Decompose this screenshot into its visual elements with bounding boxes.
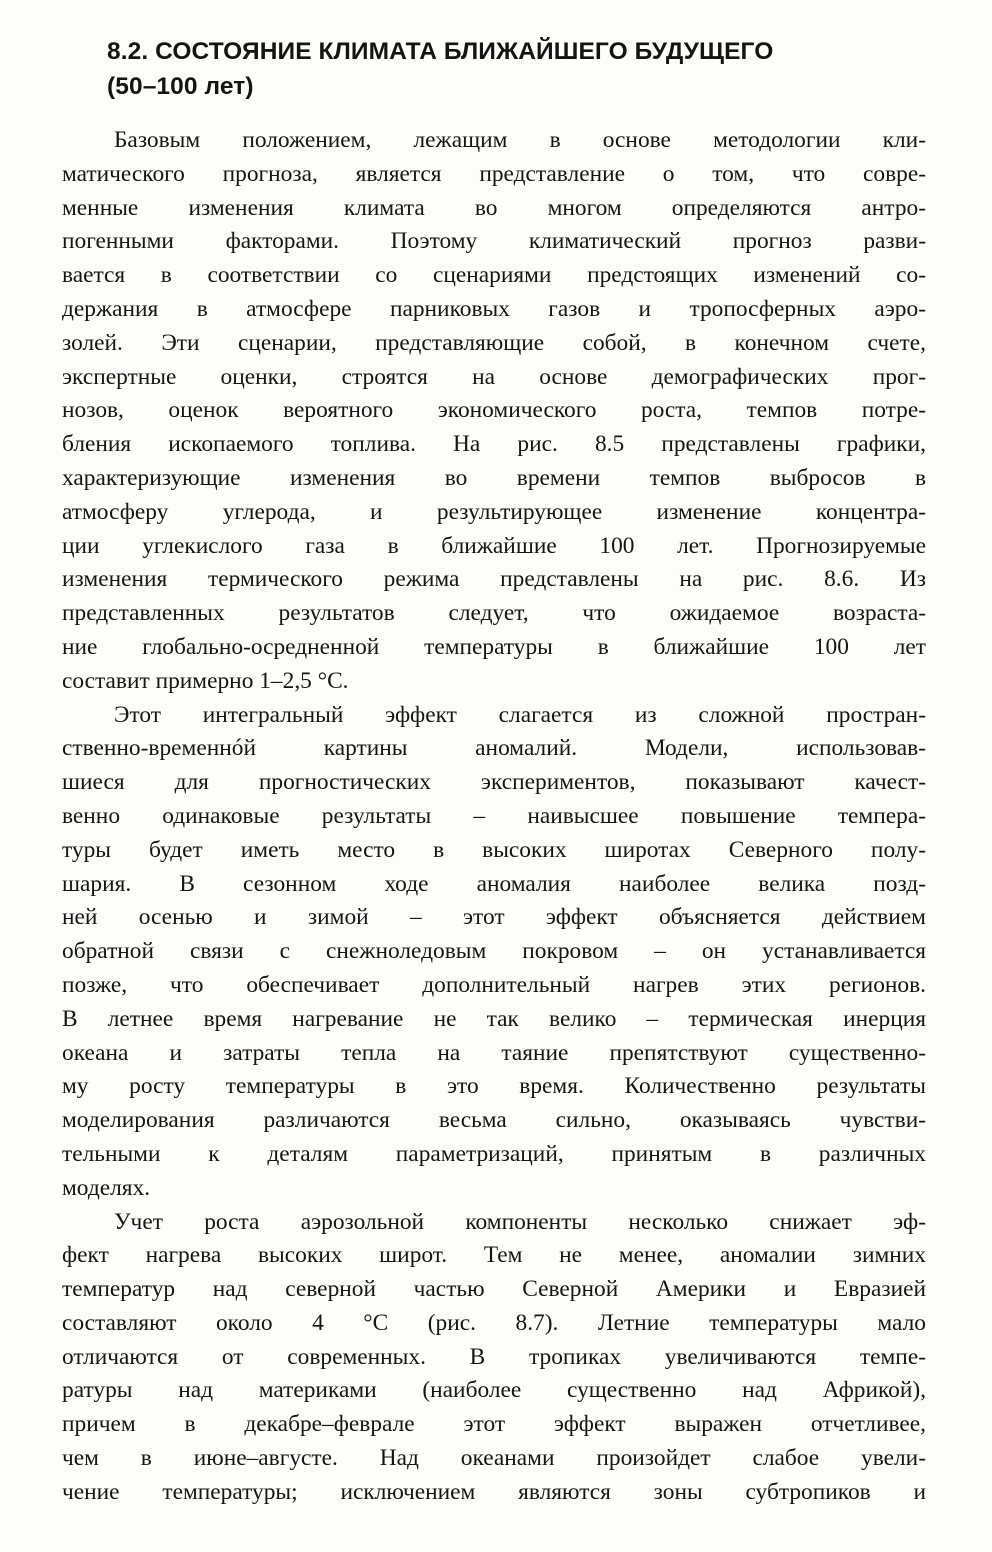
section-heading-line-2: (50–100 лет): [107, 73, 254, 100]
text-line: характеризующие изменения во времени темпов выбросов в: [62, 464, 926, 491]
body-text: [62, 124, 926, 1510]
text-line: ней осенью и зимой – этот эффект объясняется действием: [62, 904, 926, 931]
text-line: чем в июне–августе. Над океанами произойдет слабое увели-: [62, 1445, 926, 1472]
text-line: представленных результатов следует, что ожидаемое возраста-: [62, 600, 926, 627]
text-line: золей. Эти сценарии, представляющие собой, в конечном счете,: [62, 329, 926, 356]
text-line: океана и затраты тепла на таяние препятствуют существенно-: [62, 1039, 926, 1066]
text-line: погенными факторами. Поэтому климатический прогноз разви-: [62, 228, 926, 255]
text-line: му росту температуры в это время. Количественно результаты: [62, 1073, 926, 1100]
text-line: моделях.: [62, 1174, 151, 1201]
text-line: экспертные оценки, строятся на основе демографических прог-: [62, 363, 926, 390]
text-line: ции углекислого газа в ближайшие 100 лет. Прогнозируемые: [62, 532, 926, 559]
text-line: составляют около 4 °С (рис. 8.7). Летние температуры мало: [62, 1309, 926, 1336]
text-line: Учет роста аэрозольной компоненты несколько снижает эф-: [114, 1208, 926, 1235]
text-line: шария. В сезонном ходе аномалия наиболее велика позд-: [62, 870, 926, 897]
text-line: обратной связи с снежноледовым покровом – он устанавливается: [62, 938, 926, 965]
text-line: изменения термического режима представлены на рис. 8.6. Из: [62, 566, 926, 593]
text-line: моделирования различаются весьма сильно, оказываясь чувстви-: [62, 1107, 926, 1134]
text-line: атмосферу углерода, и результирующее изменение концентра-: [62, 498, 926, 525]
paragraph: [62, 1206, 926, 1510]
text-line: бления ископаемого топлива. На рис. 8.5 представлены графики,: [62, 431, 926, 458]
paragraph: [62, 124, 926, 699]
text-line: ние глобально-осредненной температуры в ближайшие 100 лет: [62, 633, 926, 660]
section-heading: [107, 34, 907, 104]
text-line: ратуры над материками (наиболее существенно над Африкой),: [62, 1377, 926, 1404]
text-line: В летнее время нагревание не так велико – термическая инерция: [62, 1005, 926, 1032]
section-heading-line-1: 8.2. СОСТОЯНИЕ КЛИМАТА БЛИЖАЙШЕГО БУДУЩЕГО: [107, 38, 774, 65]
text-line: венно одинаковые результаты – наивысшее повышение темпера-: [62, 802, 926, 829]
text-line: менные изменения климата во многом определяются антро-: [62, 194, 926, 221]
text-line: тельными к деталям параметризаций, принятым в различных: [62, 1140, 926, 1167]
text-line: температур над северной частью Северной Америки и Евразией: [62, 1276, 926, 1303]
text-line: шиеся для прогностических экспериментов, показывают качест-: [62, 769, 926, 796]
text-line: нозов, оценок вероятного экономического роста, темпов потре-: [62, 397, 926, 424]
text-line: составит примерно 1–2,5 °С.: [62, 667, 349, 694]
paragraph: [62, 699, 926, 1206]
text-line: матического прогноза, является представление о том, что совре-: [62, 160, 926, 187]
text-line: чение температуры; исключением являются зоны субтропиков и: [62, 1478, 926, 1505]
text-line: отличаются от современных. В тропиках увеличиваются темпе-: [62, 1343, 926, 1370]
text-line: позже, что обеспечивает дополнительный нагрев этих регионов.: [62, 971, 926, 998]
text-line: Этот интегральный эффект слагается из сложной простран-: [114, 701, 926, 728]
text-line: держания в атмосфере парниковых газов и тропосферных аэро-: [62, 295, 926, 322]
text-line: ственно-временнóй картины аномалий. Модели, использовав-: [62, 735, 926, 762]
text-line: туры будет иметь место в высоких широтах Северного полу-: [62, 836, 926, 863]
text-line: вается в соответствии со сценариями предстоящих изменений со-: [62, 262, 926, 289]
text-line: фект нагрева высоких широт. Тем не менее, аномалии зимних: [62, 1242, 926, 1269]
text-line: Базовым положением, лежащим в основе методологии кли-: [114, 127, 926, 153]
text-line: причем в декабре–феврале этот эффект выражен отчетливее,: [62, 1411, 926, 1438]
